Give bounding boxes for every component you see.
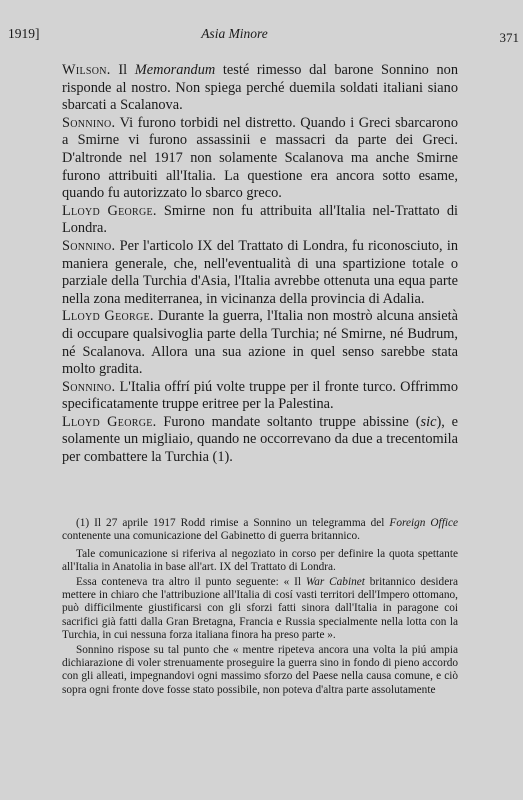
footnotes [62,517,458,698]
paragraph-lloyd-george-2: Lloyd George. Durante la guerra, l'Italia non mostrò alcuna ansietà di occupare qualsivoglia parte della Turchia; né Smirne, né Budrum, né Scalanova. Allora una sua azione in quel senso sarebbe stata molto gradita. [62,308,458,378]
speaker-name: Sonnino. [62,378,116,395]
speaker-name: Sonnino. [62,237,116,254]
paragraph-lloyd-george-1: Lloyd George. Smirne non fu attribuita all'Italia nel-Trattato di Londra. [62,202,458,237]
paragraph-lloyd-george-3: Lloyd George. Furono mandate soltanto truppe abissine (sic), e solamente un migliaio, quando ne occorrevano da due a trecentomila per combattere la Turchia (1). [62,413,458,466]
speaker-name: Lloyd George. [62,202,157,219]
paragraph-sonnino-1: Sonnino. Vi furono torbidi nel distretto. Quando i Greci sbarcarono a Smirne vi furono assassinii e massacri da parte dei Greci. D'altronde nel 1917 non solamente Scalanova ma anche Smirne furono attribuiti all'Italia. La questione era ancora sotto esame, quando fu autorizzato lo sbarco greco. [62,114,458,202]
footnote-1: (1) Il 27 aprile 1917 Rodd rimise a Sonnino un telegramma del Foreign Office contenente una comunicazione del Gabinetto di guerra britannico. [62,517,458,543]
footnote-paragraph-3: Essa conteneva tra altro il punto seguente: « Il War Cabinet britannico desidera mettere in chiaro che l'attribuzione all'Italia di cosí vasti territori dell'Impero ottomano, può difficilmente giustificarsi con gli sforzi fatti sinora dall'Italia in paragone coi sacrifici già fatti dalla Gran Bretagna, Francia e Russia specialmente nella lotta con la Turchia, in cui nessuna forza italiana finora ha preso parte ». [62,575,458,642]
paragraph-sonnino-2: Sonnino. Per l'articolo IX del Trattato di Londra, fu riconosciuto, in maniera generale, che, nell'eventualità di una spartizione totale o parziale della Turchia d'Asia, l'Italia avrebbe ottenuta una equa parte nella zona mediterranea, in vicinanza della provincia di Adalia. [62,237,458,307]
paragraph-wilson: Wilson. Il Memorandum testé rimesso dal barone Sonnino non risponde al nostro. Non spiega perché duemila soldati italiani siano sbarcati a Scalanova. [62,62,459,114]
page-header [8,26,519,46]
speaker-name: Wilson. [62,62,111,78]
body-text [62,62,458,467]
speaker-name: Lloyd George. [62,308,154,325]
page-number: 371 [499,30,519,45]
footnote-paragraph-2: Tale comunicazione si riferiva al negoziato in corso per definire la quota spettante all'Italia in Anatolia in base all'art. IX del Trattato di Londra. [62,547,458,574]
paragraph-sonnino-3: Sonnino. L'Italia offrí piú volte truppe per il fronte turco. Offrimmo specificatamente truppe eritree per la Palestina. [62,378,458,413]
speaker-name: Sonnino. [62,114,116,131]
speaker-name: Lloyd George. [62,413,157,430]
running-title: Asia Minore [201,26,268,41]
header-year: 1919] [8,26,40,41]
footnote-paragraph-4: Sonnino rispose su tal punto che « mentre ripeteva ancora una volta la piú ampia dichiarazione di voler strenuamente proseguire la guerra sino in fondo di pieno accordo con gli alleati, impegnandovi ogni massimo sforzo del Paese nella causa comune, e ciò sopra ogni fronte dove fosse stato possibile, non poteva d'altra parte assolutamente [62,643,458,696]
